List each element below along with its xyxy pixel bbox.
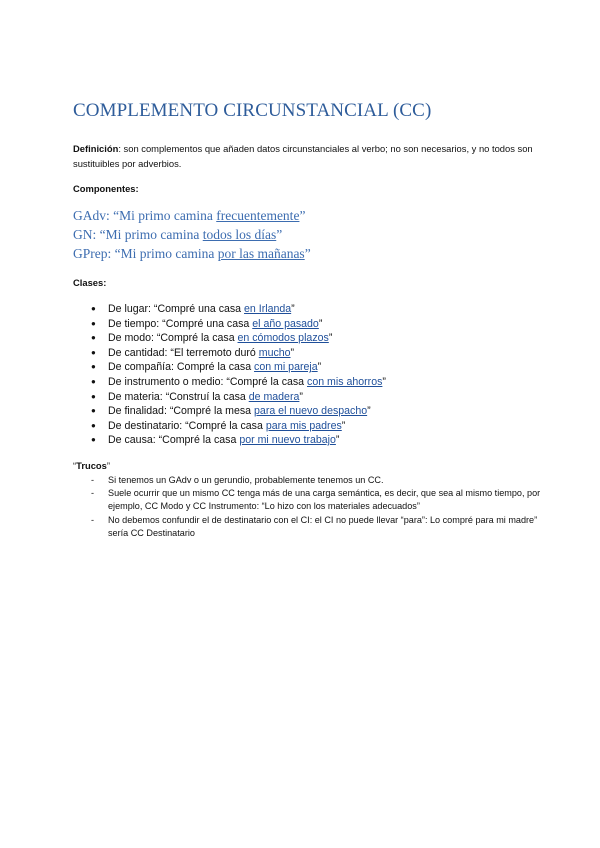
clase-text: De causa: “Compré la casa [108,434,240,447]
list-item [91,346,386,361]
bullet-icon: ● [91,391,96,401]
trucos-quote-open: “ [73,460,77,471]
list-item [91,433,386,448]
clase-text: De finalidad: “Compré la mesa [108,405,255,418]
list-item [91,317,386,332]
trucos-quote-close: ” [106,460,110,471]
clase-text: De instrumento o medio: “Compré la casa [108,375,308,388]
clase-suffix: ” [367,405,371,418]
list-item [91,331,386,346]
bullet-icon: ● [91,304,96,313]
list-item [91,390,386,405]
clase-text: De materia: “Construí la casa [108,390,249,403]
clase-example-link[interactable]: mucho [258,346,291,359]
definition-paragraph [73,142,543,171]
clase-example-link[interactable]: de madera [248,390,300,403]
definition-text: : son complementos que añaden datos circunstanciales al verbo; no son necesarios, y no todos son sustituibles por adverbios. [73,143,533,169]
clase-text: De modo: “Compré la casa [108,332,238,345]
list-item [91,487,541,513]
componente-suffix: ” [304,246,311,261]
componentes-heading: Componentes: [73,183,139,194]
dash-bullet: - [91,514,95,525]
componente-example-link[interactable]: frecuentemente [216,208,300,223]
componentes-list [73,206,311,263]
bullet-icon: ● [91,406,96,416]
list-item [91,360,386,375]
clase-suffix: ” [299,390,303,403]
componente-line [73,206,311,225]
clase-suffix: ” [318,317,323,330]
clase-example-link[interactable]: en cómodos plazos [237,332,329,345]
clase-suffix: ” [335,434,340,447]
clase-suffix: ” [317,361,322,374]
clase-example-link[interactable]: en Irlanda [244,303,292,315]
componente-example-link[interactable]: por las mañanas [217,246,305,261]
list-item [91,419,386,434]
clase-example-link[interactable]: por mi nuevo trabajo [239,434,336,447]
clase-suffix: ” [328,332,333,345]
componente-line [73,225,311,244]
clase-example-link[interactable]: con mi pareja [254,361,318,374]
clase-suffix: ” [382,375,386,388]
bullet-icon: ● [91,435,96,445]
truco-text: No debemos confundir el de destinatario con el CI: el CI no puede llevar “para”: Lo compré para mi madre” sería CC Destinatario [108,514,538,538]
clase-suffix: ” [291,303,295,315]
dash-bullet: - [91,475,95,485]
clase-example-link[interactable]: con mis ahorros [307,375,383,388]
bullet-icon: ● [91,347,96,357]
componente-line [73,244,311,263]
truco-text: Si tenemos un GAdv o un gerundio, probablemente tenemos un CC. [108,475,384,485]
list-item [91,404,386,419]
componente-text: GAdv: “Mi primo camina [73,208,217,223]
trucos-list [91,474,541,540]
list-item [91,514,541,540]
componente-suffix: ” [276,227,283,242]
clase-text: De destinatario: “Compré la casa [108,419,266,432]
definition-label: Definición [73,143,119,154]
clase-text: De tiempo: “Compré una casa [108,317,253,330]
componente-example-link[interactable]: todos los días [202,227,277,242]
bullet-icon: ● [91,420,96,430]
bullet-icon: ● [91,318,96,328]
clases-list [91,302,386,448]
clase-suffix: ” [290,346,295,359]
clase-example-link[interactable]: el año pasado [252,317,319,330]
truco-text: Suele ocurrir que un mismo CC tenga más de una carga semántica, es decir, que sea al mismo tiempo, por ejemplo, CC Modo y CC Instrumento: “Lo hizo con los materiales adecuados” [108,488,541,512]
list-item [91,375,386,390]
clases-heading: Clases: [73,277,107,288]
bullet-icon: ● [91,362,96,372]
clase-suffix: ” [341,419,346,432]
list-item [91,474,541,487]
bullet-icon: ● [91,376,96,386]
trucos-heading-text: Trucos [76,460,107,471]
clase-example-link[interactable]: para el nuevo despacho [254,405,368,418]
componente-text: GPrep: “Mi primo camina [73,246,218,261]
list-item [91,302,386,317]
clase-text: De lugar: “Compré una casa [108,303,245,315]
clase-example-link[interactable]: para mis padres [265,419,342,432]
bullet-icon: ● [91,333,96,343]
clase-text: De cantidad: “El terremoto duró [108,346,259,359]
trucos-heading [73,460,110,471]
componente-suffix: ” [299,208,306,223]
dash-bullet: - [91,488,95,499]
componente-text: GN: “Mi primo camina [73,227,203,242]
clase-text: De compañía: Compré la casa [108,361,255,374]
page-title: COMPLEMENTO CIRCUNSTANCIAL (CC) [73,100,432,121]
